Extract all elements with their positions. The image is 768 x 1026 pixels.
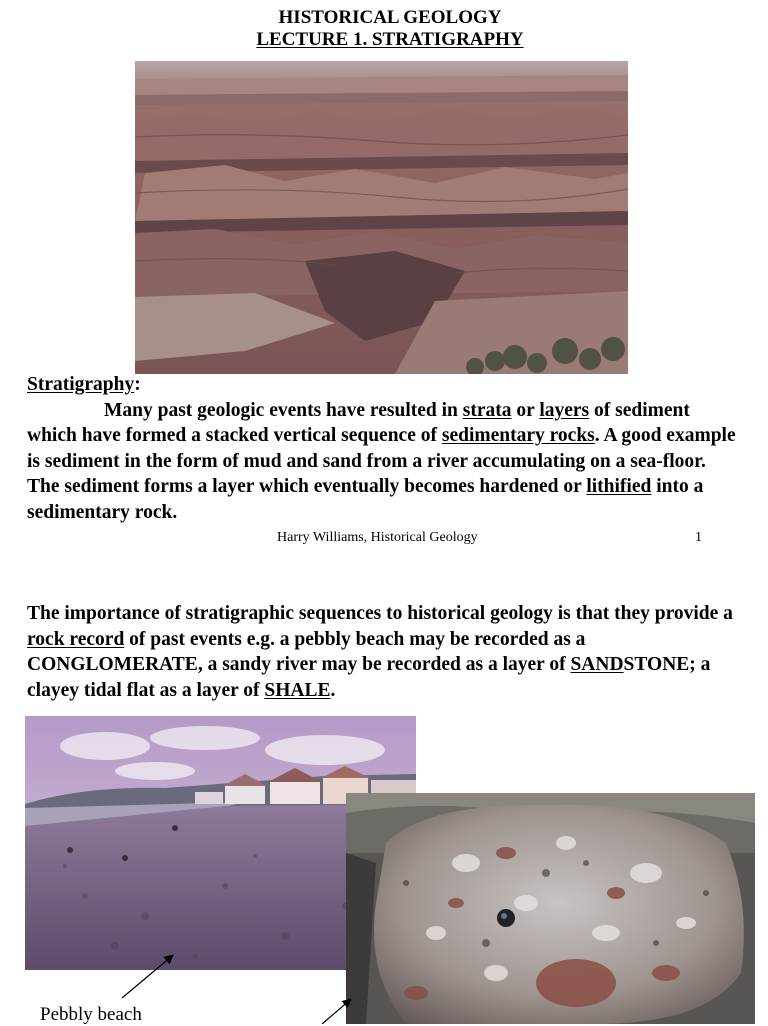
p1-text-3: of sediment which have formed a stacked vertical sequence of xyxy=(27,399,690,446)
stratigraphy-paragraph xyxy=(27,398,742,526)
term-sedimentary-rocks: sedimentary rocks xyxy=(441,425,595,446)
section-heading xyxy=(27,372,742,398)
p1-text-2: or xyxy=(511,399,540,421)
term-strata: strata xyxy=(462,399,512,421)
footer-author: Harry Williams, Historical Geology xyxy=(277,530,478,545)
p1-text-5: into a sedimentary rock. xyxy=(27,476,704,523)
term-shale: SHALE xyxy=(264,679,331,701)
caption-pebbly-beach: Pebbly beach xyxy=(40,1004,142,1025)
title-line-1: HISTORICAL GEOLOGY xyxy=(278,7,502,28)
p2-text-4: . xyxy=(330,679,336,701)
term-rock-record: rock record xyxy=(27,628,125,650)
document-title xyxy=(0,7,768,51)
p2-text-1: The importance of stratigraphic sequences to historical geology is that they provide a xyxy=(27,603,733,624)
stratigraphy-section xyxy=(27,372,742,525)
p1-text-4: . A good example is sediment in the form of mud and sand from a river accumulating on a sea-floor. The sediment forms a layer which eventually becomes hardened or xyxy=(27,425,736,497)
title-line-2: LECTURE 1. STRATIGRAPHY xyxy=(256,29,524,50)
rock-record-paragraph xyxy=(27,601,747,703)
grand-canyon-photo xyxy=(135,61,628,374)
p2-text-2: of past events e.g. a pebbly beach may be recorded as a CONGLOMERATE, a sandy river may be recorded as a layer of xyxy=(27,628,586,675)
term-layers: layers xyxy=(539,399,590,421)
footer-page-number: 1 xyxy=(695,530,702,545)
p1-text-1: Many past geologic events have resulted in xyxy=(104,399,463,421)
p2-text-3: STONE; a clayey tidal flat as a layer of xyxy=(27,654,711,701)
heading-colon: : xyxy=(134,374,141,395)
conglomerate-photo xyxy=(346,793,755,1024)
term-lithified: lithified xyxy=(586,476,652,497)
term-sand: SAND xyxy=(570,654,624,675)
heading-stratigraphy: Stratigraphy xyxy=(27,374,135,395)
